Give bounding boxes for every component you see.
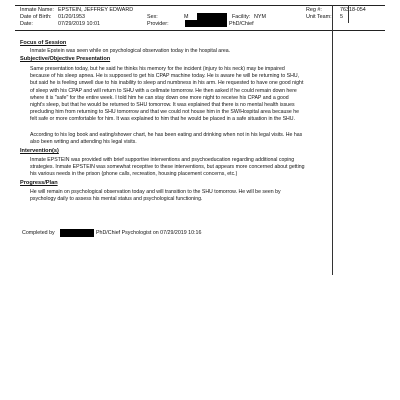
- reg-value: 76318-054: [340, 7, 366, 13]
- sex-label: Sex:: [147, 14, 158, 20]
- date-row: [20, 21, 100, 28]
- subjective-section-title: Subjective/Objective Presentation: [20, 56, 111, 62]
- subjective-line: According to his log book and eating/shower chart, he has been eating and drinking when not in his legal visits. He has: [30, 132, 303, 138]
- interventions-line: his various needs in the prison (phone calls, recreation, housing placement concerns, etc.): [30, 171, 238, 178]
- subjective-paragraph: [30, 66, 368, 124]
- interventions-line: Inmate EPSTEIN was provided with brief supportive interventions and psychoeducation regarding additional coping: [30, 157, 295, 163]
- inmate-name-value: EPSTEIN, JEFFREY EDWARD: [58, 7, 134, 13]
- subjective-line: precluding him from returning to SHU tomorrow and that we could not house him in the SW/Hospital area because he: [30, 109, 300, 116]
- provider-row: [147, 21, 184, 28]
- focus-section-title: Focus of Session: [20, 40, 67, 46]
- subjective-line: also been writing and attending his legal visits.: [30, 139, 137, 146]
- facility-row: [232, 14, 266, 21]
- progress-section-title: Progress/Plan: [20, 180, 58, 186]
- scan-line-right: [348, 5, 349, 23]
- unit-label: Unit Team:: [306, 14, 332, 20]
- subjective-line: Same presentation today, but he said he thinks his memory for the incident (injury to his neck) may be impaired: [30, 66, 285, 72]
- redacted-provider-name: [185, 20, 227, 27]
- completed-by-suffix: PhD/Chief Psychologist on 07/29/2019 10:16: [96, 230, 202, 236]
- subjective-line: because of his sleep apnea. He is supposed to get his CPAP machine today. He is aware he will be returning to SHU,: [30, 73, 300, 80]
- unit-value: 5: [340, 14, 343, 20]
- subjective-line: night's sleep, but that he would be returned to SHU tomorrow. It was explained that there is no mental health issues: [30, 102, 295, 109]
- dob-value: 01/20/1953: [58, 14, 85, 20]
- subjective-line: felt safe or more comfortable for him. It was explained to him that he would be placed in a safe situation in the SHU.: [30, 116, 295, 123]
- reg-label: Reg #:: [306, 7, 322, 13]
- provider-title: PhD/Chief: [229, 21, 254, 27]
- subjective-line: but said he is feeling unwell due to his inability to sleep and numbness in his arm. He requested to have one good night: [30, 80, 304, 87]
- dob-label: Date of Birth:: [20, 14, 52, 20]
- provider-label: Provider:: [147, 21, 169, 27]
- focus-line: Inmate Epstein was seen while on psychological observation today in the hospital area.: [30, 48, 231, 54]
- interventions-line: strategies. Inmate EPSTEIN was somewhat receptive to these interventions, but appears more concerned about getting: [30, 164, 305, 171]
- date-label: Date:: [20, 21, 33, 27]
- header-bottom-rule: [15, 30, 385, 31]
- progress-line: psychology daily to assess his mental status and psychological functioning.: [30, 196, 203, 203]
- subjective-line: of sleep with his CPAP and will return to SHU with a cellmate tomorrow. He then asked if he could remain down here: [30, 87, 297, 94]
- subjective-paragraph-2: [30, 132, 368, 146]
- date-value: 07/29/2019 10:01: [58, 21, 100, 27]
- interventions-section-title: Intervention(s): [20, 148, 59, 154]
- interventions-paragraph: [30, 157, 368, 179]
- facility-value: NYM: [254, 14, 266, 20]
- redacted-block: [197, 13, 227, 20]
- focus-paragraph: [30, 48, 368, 55]
- unit-row: [306, 14, 343, 21]
- completed-by-label: Completed by: [22, 230, 55, 236]
- header-top-rule: [15, 5, 385, 6]
- sex-value: M: [184, 14, 189, 20]
- inmate-name-label: Inmate Name:: [20, 7, 54, 13]
- facility-label: Facility:: [232, 14, 251, 20]
- subjective-line: where it is "safe" for the entire week. I told him he can stay down one more night to receive his CPAP and a good: [30, 94, 289, 101]
- redacted-psychologist-name: [60, 229, 94, 237]
- progress-paragraph: [30, 189, 368, 203]
- progress-line: He will remain on psychological observation today and will transition to the SHU tomorrow. He will be seen by: [30, 189, 281, 195]
